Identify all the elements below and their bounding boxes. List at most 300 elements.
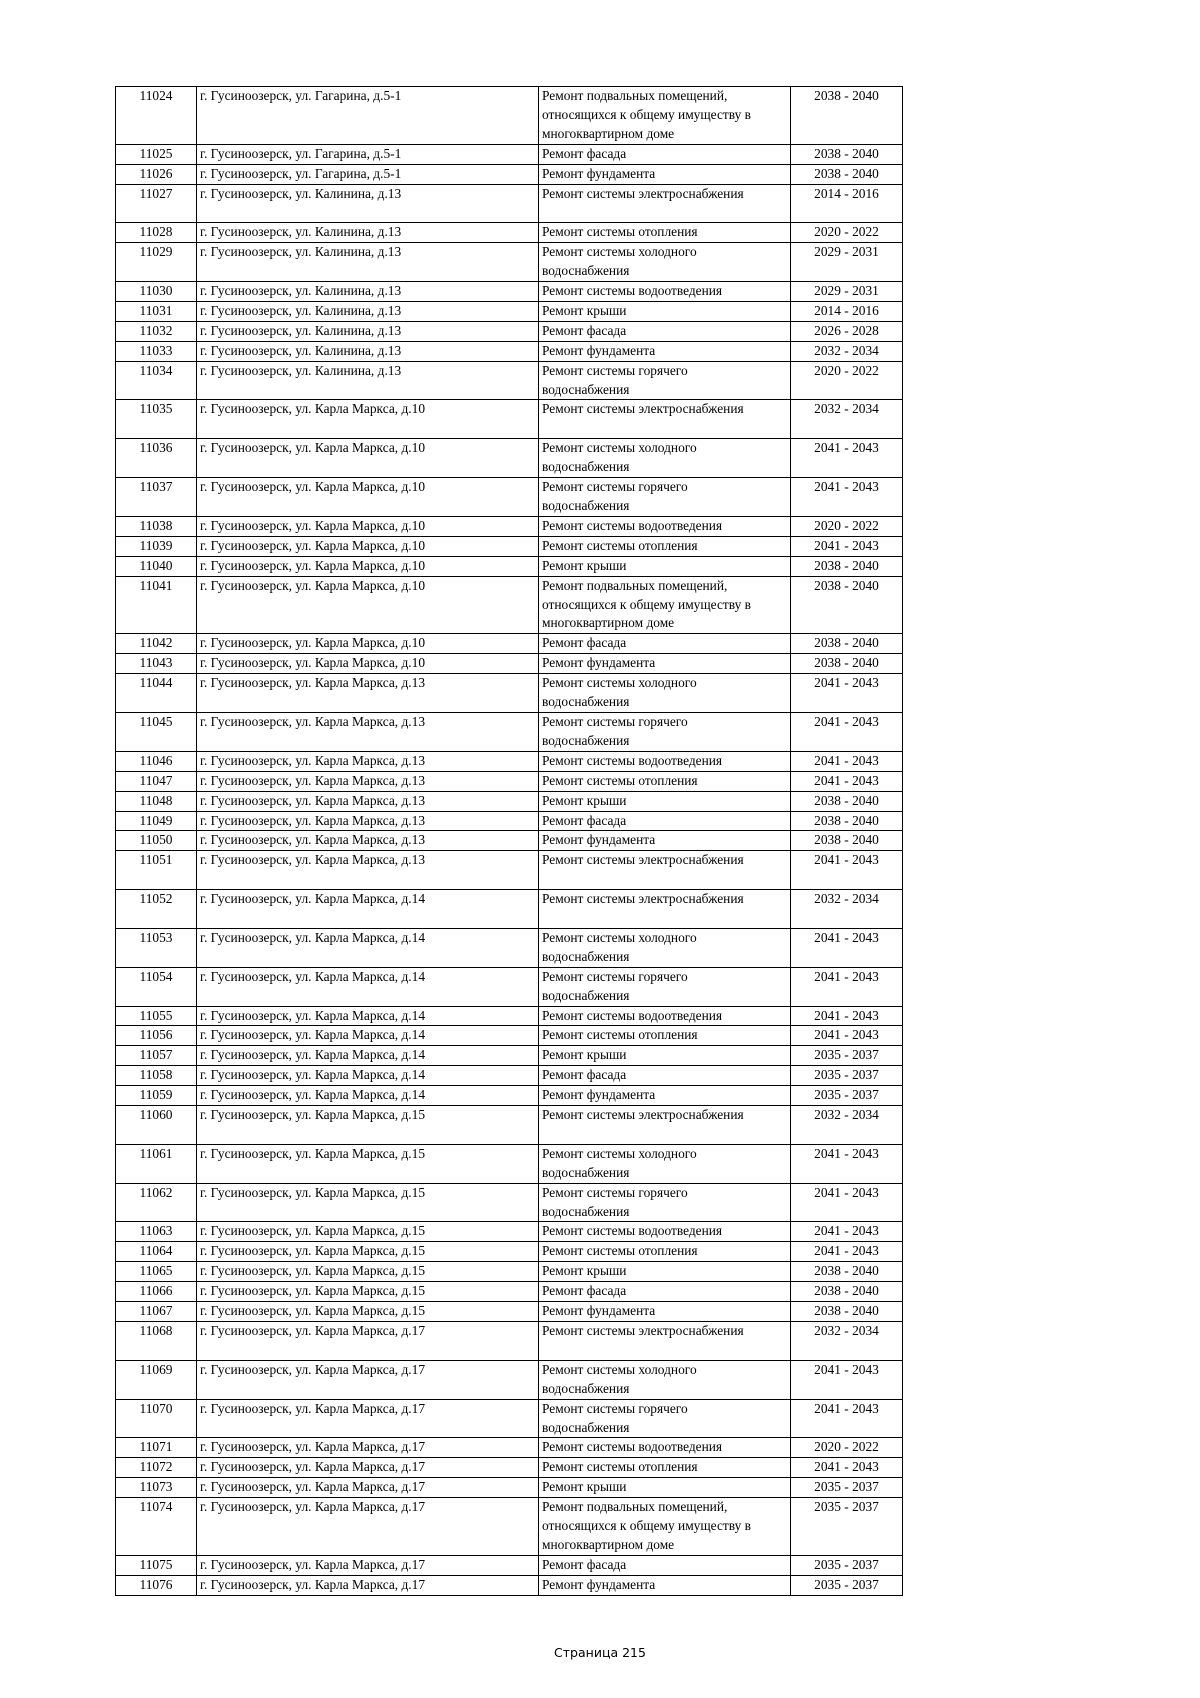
work-type-line: Ремонт системы отопления: [542, 537, 698, 553]
work-type-line: Ремонт системы холодного: [542, 1145, 697, 1161]
row-number-cell: 11051: [116, 851, 197, 890]
work-type-line: Ремонт системы холодного: [542, 675, 697, 691]
table-row: [116, 1438, 903, 1458]
period-cell: 2041 - 2043: [791, 967, 903, 1006]
address-cell: г. Гусиноозерск, ул. Гагарина, д.5-1: [197, 164, 539, 184]
row-number-cell: 11045: [116, 712, 197, 751]
work-type-line: Ремонт крыши: [542, 792, 627, 808]
row-number-cell: 11048: [116, 791, 197, 811]
period-cell: 2038 - 2040: [791, 654, 903, 674]
address-cell: г. Гусиноозерск, ул. Карла Маркса, д.10: [197, 536, 539, 556]
work-type-cell: [539, 1555, 791, 1575]
period-cell: 2038 - 2040: [791, 1262, 903, 1282]
table-row: [116, 1144, 903, 1183]
period-cell: 2020 - 2022: [791, 361, 903, 400]
row-number-cell: 11053: [116, 928, 197, 967]
row-number-cell: 11049: [116, 811, 197, 831]
work-type-cell: [539, 967, 791, 1006]
address-cell: г. Гусиноозерск, ул. Карла Маркса, д.17: [197, 1438, 539, 1458]
period-cell: 2038 - 2040: [791, 831, 903, 851]
row-number-cell: 11046: [116, 751, 197, 771]
row-number-cell: 11057: [116, 1046, 197, 1066]
period-cell: 2041 - 2043: [791, 1458, 903, 1478]
work-type-line: Ремонт подвальных помещений,: [542, 577, 728, 593]
table-row: [116, 1046, 903, 1066]
work-type-line: относящихся к общему имуществу в: [542, 1518, 751, 1534]
period-cell: 2041 - 2043: [791, 478, 903, 517]
work-type-line: Ремонт системы водоотведения: [542, 1007, 723, 1023]
period-cell: 2032 - 2034: [791, 890, 903, 929]
work-type-line: водоснабжения: [542, 1203, 630, 1219]
row-number-cell: 11061: [116, 1144, 197, 1183]
address-cell: г. Гусиноозерск, ул. Карла Маркса, д.17: [197, 1458, 539, 1478]
work-type-line: Ремонт системы отопления: [542, 1027, 698, 1043]
row-number-cell: 11031: [116, 301, 197, 321]
period-cell: 2035 - 2037: [791, 1086, 903, 1106]
address-cell: г. Гусиноозерск, ул. Карла Маркса, д.10: [197, 556, 539, 576]
period-cell: 2032 - 2034: [791, 1322, 903, 1361]
work-type-cell: [539, 928, 791, 967]
work-type-cell: [539, 654, 791, 674]
table-row: [116, 771, 903, 791]
work-type-cell: [539, 1282, 791, 1302]
address-cell: г. Гусиноозерск, ул. Калинина, д.13: [197, 243, 539, 282]
work-type-line: Ремонт фасада: [542, 1283, 627, 1299]
work-type-cell: [539, 164, 791, 184]
work-type-cell: [539, 1399, 791, 1438]
work-type-line: Ремонт фундамента: [542, 342, 656, 358]
address-cell: г. Гусиноозерск, ул. Калинина, д.13: [197, 184, 539, 223]
address-cell: г. Гусиноозерск, ул. Карла Маркса, д.17: [197, 1399, 539, 1438]
work-type-line: Ремонт фундамента: [542, 832, 656, 848]
address-cell: г. Гусиноозерск, ул. Карла Маркса, д.13: [197, 791, 539, 811]
address-cell: г. Гусиноозерск, ул. Карла Маркса, д.15: [197, 1144, 539, 1183]
work-type-line: водоснабжения: [542, 987, 630, 1003]
period-cell: 2035 - 2037: [791, 1066, 903, 1086]
work-type-line: водоснабжения: [542, 694, 630, 710]
work-type-line: водоснабжения: [542, 1380, 630, 1396]
address-cell: г. Гусиноозерск, ул. Карла Маркса, д.15: [197, 1242, 539, 1262]
work-type-line: Ремонт системы электроснабжения: [542, 1323, 744, 1339]
row-number-cell: 11076: [116, 1575, 197, 1595]
work-type-line: Ремонт системы горячего: [542, 1400, 688, 1416]
work-type-line: Ремонт подвальных помещений,: [542, 88, 728, 103]
period-cell: 2041 - 2043: [791, 1026, 903, 1046]
work-type-cell: [539, 1242, 791, 1262]
period-cell: 2029 - 2031: [791, 282, 903, 302]
table-row: [116, 967, 903, 1006]
address-cell: г. Гусиноозерск, ул. Карла Маркса, д.14: [197, 890, 539, 929]
work-type-cell: [539, 771, 791, 791]
period-cell: 2038 - 2040: [791, 791, 903, 811]
address-cell: г. Гусиноозерск, ул. Карла Маркса, д.13: [197, 771, 539, 791]
address-cell: г. Гусиноозерск, ул. Калинина, д.13: [197, 321, 539, 341]
row-number-cell: 11043: [116, 654, 197, 674]
address-cell: г. Гусиноозерск, ул. Карла Маркса, д.14: [197, 928, 539, 967]
address-cell: г. Гусиноозерск, ул. Калинина, д.13: [197, 282, 539, 302]
period-cell: 2014 - 2016: [791, 184, 903, 223]
period-cell: 2020 - 2022: [791, 516, 903, 536]
row-number-cell: 11038: [116, 516, 197, 536]
work-type-cell: [539, 282, 791, 302]
work-type-line: Ремонт системы водоотведения: [542, 517, 723, 533]
work-type-line: Ремонт системы холодного: [542, 1361, 697, 1377]
work-type-line: Ремонт подвальных помещений,: [542, 1499, 728, 1515]
table-row: [116, 1322, 903, 1361]
address-cell: г. Гусиноозерск, ул. Карла Маркса, д.14: [197, 1066, 539, 1086]
row-number-cell: 11026: [116, 164, 197, 184]
work-type-line: водоснабжения: [542, 381, 630, 397]
work-type-cell: [539, 1086, 791, 1106]
row-number-cell: 11030: [116, 282, 197, 302]
work-type-line: Ремонт системы водоотведения: [542, 1223, 723, 1239]
work-type-line: Ремонт фундамента: [542, 655, 656, 671]
period-cell: 2014 - 2016: [791, 301, 903, 321]
work-type-line: Ремонт системы электроснабжения: [542, 185, 744, 201]
work-type-line: Ремонт системы холодного: [542, 244, 697, 260]
work-type-line: водоснабжения: [542, 1419, 630, 1435]
work-type-line: Ремонт системы отопления: [542, 1459, 698, 1475]
row-number-cell: 11069: [116, 1360, 197, 1399]
table-row: [116, 654, 903, 674]
table-row: [116, 1555, 903, 1575]
work-type-cell: [539, 478, 791, 517]
row-number-cell: 11070: [116, 1399, 197, 1438]
work-type-line: Ремонт системы горячего: [542, 968, 688, 984]
table-row: [116, 1242, 903, 1262]
table-row: [116, 928, 903, 967]
address-cell: г. Гусиноозерск, ул. Калинина, д.13: [197, 223, 539, 243]
row-number-cell: 11058: [116, 1066, 197, 1086]
address-cell: г. Гусиноозерск, ул. Карла Маркса, д.14: [197, 1046, 539, 1066]
table-row: [116, 1575, 903, 1595]
table-row: [116, 851, 903, 890]
table-row: [116, 556, 903, 576]
table-row: [116, 1262, 903, 1282]
work-type-cell: [539, 321, 791, 341]
row-number-cell: 11066: [116, 1282, 197, 1302]
work-type-cell: [539, 184, 791, 223]
table-row: [116, 674, 903, 713]
work-type-line: Ремонт системы водоотведения: [542, 752, 723, 768]
work-type-cell: [539, 516, 791, 536]
work-type-line: водоснабжения: [542, 459, 630, 475]
work-type-line: Ремонт системы горячего: [542, 479, 688, 495]
period-cell: 2038 - 2040: [791, 87, 903, 145]
address-cell: г. Гусиноозерск, ул. Карла Маркса, д.10: [197, 576, 539, 634]
work-type-line: водоснабжения: [542, 498, 630, 513]
row-number-cell: 11067: [116, 1302, 197, 1322]
table-row: [116, 1086, 903, 1106]
address-cell: г. Гусиноозерск, ул. Карла Маркса, д.13: [197, 674, 539, 713]
work-type-line: Ремонт крыши: [542, 1047, 627, 1063]
table-row: [116, 1106, 903, 1145]
table-row: [116, 536, 903, 556]
address-cell: г. Гусиноозерск, ул. Карла Маркса, д.10: [197, 654, 539, 674]
work-type-line: многоквартирном доме: [542, 125, 675, 141]
period-cell: 2041 - 2043: [791, 1222, 903, 1242]
period-cell: 2035 - 2037: [791, 1498, 903, 1556]
work-type-cell: [539, 751, 791, 771]
work-type-cell: [539, 1026, 791, 1046]
work-type-cell: [539, 243, 791, 282]
row-number-cell: 11027: [116, 184, 197, 223]
work-type-line: Ремонт системы горячего: [542, 713, 688, 729]
address-cell: г. Гусиноозерск, ул. Карла Маркса, д.13: [197, 712, 539, 751]
work-type-line: Ремонт фасада: [542, 145, 627, 161]
work-type-cell: [539, 556, 791, 576]
address-cell: г. Гусиноозерск, ул. Карла Маркса, д.15: [197, 1222, 539, 1242]
period-cell: 2041 - 2043: [791, 751, 903, 771]
table-row: [116, 634, 903, 654]
period-cell: 2035 - 2037: [791, 1478, 903, 1498]
table-row: [116, 831, 903, 851]
table-row: [116, 1360, 903, 1399]
address-cell: г. Гусиноозерск, ул. Карла Маркса, д.10: [197, 439, 539, 478]
table-row: [116, 1183, 903, 1222]
table-row: [116, 1498, 903, 1556]
address-cell: г. Гусиноозерск, ул. Карла Маркса, д.13: [197, 751, 539, 771]
work-type-cell: [539, 223, 791, 243]
address-cell: г. Гусиноозерск, ул. Карла Маркса, д.13: [197, 811, 539, 831]
table-row: [116, 1006, 903, 1026]
period-cell: 2038 - 2040: [791, 164, 903, 184]
period-cell: 2038 - 2040: [791, 144, 903, 164]
work-type-cell: [539, 1322, 791, 1361]
work-type-line: относящихся к общему имуществу в: [542, 106, 751, 122]
work-type-line: Ремонт системы отопления: [542, 772, 698, 788]
work-type-cell: [539, 811, 791, 831]
table-row: [116, 1026, 903, 1046]
work-type-line: Ремонт фасада: [542, 322, 627, 338]
period-cell: 2029 - 2031: [791, 243, 903, 282]
work-type-line: Ремонт крыши: [542, 1479, 627, 1495]
work-type-cell: [539, 851, 791, 890]
row-number-cell: 11035: [116, 400, 197, 439]
row-number-cell: 11062: [116, 1183, 197, 1222]
period-cell: 2041 - 2043: [791, 536, 903, 556]
work-type-line: Ремонт системы горячего: [542, 362, 688, 378]
period-cell: 2041 - 2043: [791, 1242, 903, 1262]
work-type-cell: [539, 1046, 791, 1066]
address-cell: г. Гусиноозерск, ул. Карла Маркса, д.13: [197, 851, 539, 890]
row-number-cell: 11071: [116, 1438, 197, 1458]
work-type-line: Ремонт системы отопления: [542, 1243, 698, 1259]
work-type-line: Ремонт крыши: [542, 1263, 627, 1279]
address-cell: г. Гусиноозерск, ул. Карла Маркса, д.10: [197, 634, 539, 654]
row-number-cell: 11024: [116, 87, 197, 145]
work-type-line: Ремонт фасада: [542, 1556, 627, 1572]
work-type-line: Ремонт системы отопления: [542, 224, 698, 240]
row-number-cell: 11036: [116, 439, 197, 478]
address-cell: г. Гусиноозерск, ул. Карла Маркса, д.10: [197, 516, 539, 536]
table-row: [116, 890, 903, 929]
table-body: [116, 87, 903, 1596]
table-row: [116, 87, 903, 145]
address-cell: г. Гусиноозерск, ул. Карла Маркса, д.15: [197, 1282, 539, 1302]
row-number-cell: 11055: [116, 1006, 197, 1026]
work-type-line: Ремонт фундамента: [542, 1576, 656, 1592]
period-cell: 2041 - 2043: [791, 1144, 903, 1183]
period-cell: 2041 - 2043: [791, 439, 903, 478]
address-cell: г. Гусиноозерск, ул. Карла Маркса, д.15: [197, 1183, 539, 1222]
table-row: [116, 1399, 903, 1438]
work-type-cell: [539, 536, 791, 556]
work-type-cell: [539, 791, 791, 811]
work-type-line: водоснабжения: [542, 948, 630, 964]
period-cell: 2035 - 2037: [791, 1575, 903, 1595]
row-number-cell: 11068: [116, 1322, 197, 1361]
period-cell: 2041 - 2043: [791, 1183, 903, 1222]
table-row: [116, 1066, 903, 1086]
address-cell: г. Гусиноозерск, ул. Карла Маркса, д.17: [197, 1322, 539, 1361]
period-cell: 2038 - 2040: [791, 1282, 903, 1302]
work-type-cell: [539, 1066, 791, 1086]
work-type-line: Ремонт системы электроснабжения: [542, 891, 744, 907]
work-type-cell: [539, 1498, 791, 1556]
period-cell: 2041 - 2043: [791, 928, 903, 967]
table-row: [116, 144, 903, 164]
period-cell: 2041 - 2043: [791, 1006, 903, 1026]
address-cell: г. Гусиноозерск, ул. Калинина, д.13: [197, 301, 539, 321]
address-cell: г. Гусиноозерск, ул. Гагарина, д.5-1: [197, 144, 539, 164]
work-type-cell: [539, 1438, 791, 1458]
address-cell: г. Гусиноозерск, ул. Карла Маркса, д.10: [197, 478, 539, 517]
work-type-line: Ремонт фасада: [542, 635, 627, 651]
period-cell: 2038 - 2040: [791, 576, 903, 634]
address-cell: г. Гусиноозерск, ул. Карла Маркса, д.17: [197, 1478, 539, 1498]
row-number-cell: 11047: [116, 771, 197, 791]
row-number-cell: 11033: [116, 341, 197, 361]
work-type-cell: [539, 576, 791, 634]
row-number-cell: 11074: [116, 1498, 197, 1556]
period-cell: 2035 - 2037: [791, 1046, 903, 1066]
period-cell: 2038 - 2040: [791, 634, 903, 654]
table-row: [116, 301, 903, 321]
work-type-cell: [539, 890, 791, 929]
work-type-cell: [539, 1360, 791, 1399]
period-cell: 2041 - 2043: [791, 712, 903, 751]
address-cell: г. Гусиноозерск, ул. Карла Маркса, д.14: [197, 1086, 539, 1106]
address-cell: г. Гусиноозерск, ул. Карла Маркса, д.17: [197, 1498, 539, 1556]
period-cell: 2026 - 2028: [791, 321, 903, 341]
work-type-cell: [539, 1006, 791, 1026]
work-type-cell: [539, 439, 791, 478]
period-cell: 2038 - 2040: [791, 556, 903, 576]
table-row: [116, 243, 903, 282]
period-cell: 2041 - 2043: [791, 1360, 903, 1399]
period-cell: 2035 - 2037: [791, 1555, 903, 1575]
table-row: [116, 164, 903, 184]
period-cell: 2032 - 2034: [791, 341, 903, 361]
work-type-line: водоснабжения: [542, 263, 630, 279]
row-number-cell: 11072: [116, 1458, 197, 1478]
period-cell: 2038 - 2040: [791, 1302, 903, 1322]
address-cell: г. Гусиноозерск, ул. Карла Маркса, д.14: [197, 1026, 539, 1046]
address-cell: г. Гусиноозерск, ул. Карла Маркса, д.17: [197, 1360, 539, 1399]
row-number-cell: 11075: [116, 1555, 197, 1575]
row-number-cell: 11052: [116, 890, 197, 929]
period-cell: 2041 - 2043: [791, 674, 903, 713]
work-type-cell: [539, 87, 791, 145]
row-number-cell: 11041: [116, 576, 197, 634]
period-cell: 2041 - 2043: [791, 771, 903, 791]
address-cell: г. Гусиноозерск, ул. Гагарина, д.5-1: [197, 87, 539, 145]
work-type-line: Ремонт фундамента: [542, 1087, 656, 1103]
table-row: [116, 341, 903, 361]
work-type-cell: [539, 1575, 791, 1595]
work-type-cell: [539, 400, 791, 439]
row-number-cell: 11042: [116, 634, 197, 654]
table-row: [116, 282, 903, 302]
work-type-line: Ремонт системы холодного: [542, 929, 697, 945]
work-type-cell: [539, 1144, 791, 1183]
table-row: [116, 478, 903, 517]
work-type-cell: [539, 301, 791, 321]
table-row: [116, 712, 903, 751]
work-type-cell: [539, 1183, 791, 1222]
table-row: [116, 1222, 903, 1242]
work-type-cell: [539, 674, 791, 713]
address-cell: г. Гусиноозерск, ул. Карла Маркса, д.15: [197, 1262, 539, 1282]
period-cell: 2020 - 2022: [791, 1438, 903, 1458]
address-cell: г. Гусиноозерск, ул. Калинина, д.13: [197, 361, 539, 400]
address-cell: г. Гусиноозерск, ул. Карла Маркса, д.14: [197, 967, 539, 1006]
row-number-cell: 11073: [116, 1478, 197, 1498]
table-row: [116, 576, 903, 634]
table-row: [116, 223, 903, 243]
table-row: [116, 791, 903, 811]
row-number-cell: 11050: [116, 831, 197, 851]
work-type-line: Ремонт системы электроснабжения: [542, 401, 744, 417]
row-number-cell: 11028: [116, 223, 197, 243]
row-number-cell: 11039: [116, 536, 197, 556]
address-cell: г. Гусиноозерск, ул. Карла Маркса, д.17: [197, 1575, 539, 1595]
table-row: [116, 811, 903, 831]
work-type-cell: [539, 1222, 791, 1242]
row-number-cell: 11037: [116, 478, 197, 517]
work-type-line: многоквартирном доме: [542, 615, 675, 631]
work-type-line: Ремонт системы водоотведения: [542, 283, 723, 299]
address-cell: г. Гусиноозерск, ул. Карла Маркса, д.15: [197, 1106, 539, 1145]
row-number-cell: 11025: [116, 144, 197, 164]
table-row: [116, 1458, 903, 1478]
row-number-cell: 11029: [116, 243, 197, 282]
work-type-cell: [539, 1478, 791, 1498]
work-type-cell: [539, 831, 791, 851]
row-number-cell: 11054: [116, 967, 197, 1006]
work-type-line: относящихся к общему имуществу в: [542, 596, 751, 612]
address-cell: г. Гусиноозерск, ул. Карла Маркса, д.10: [197, 400, 539, 439]
table-row: [116, 439, 903, 478]
work-type-line: Ремонт фундамента: [542, 165, 656, 181]
address-cell: г. Гусиноозерск, ул. Карла Маркса, д.15: [197, 1302, 539, 1322]
period-cell: 2020 - 2022: [791, 223, 903, 243]
row-number-cell: 11032: [116, 321, 197, 341]
row-number-cell: 11065: [116, 1262, 197, 1282]
address-cell: г. Гусиноозерск, ул. Карла Маркса, д.13: [197, 831, 539, 851]
row-number-cell: 11063: [116, 1222, 197, 1242]
work-type-cell: [539, 712, 791, 751]
address-cell: г. Гусиноозерск, ул. Карла Маркса, д.14: [197, 1006, 539, 1026]
period-cell: 2038 - 2040: [791, 811, 903, 831]
repair-schedule-table: [115, 86, 903, 1596]
table-row: [116, 361, 903, 400]
row-number-cell: 11060: [116, 1106, 197, 1145]
table-row: [116, 751, 903, 771]
row-number-cell: 11064: [116, 1242, 197, 1262]
table-row: [116, 400, 903, 439]
